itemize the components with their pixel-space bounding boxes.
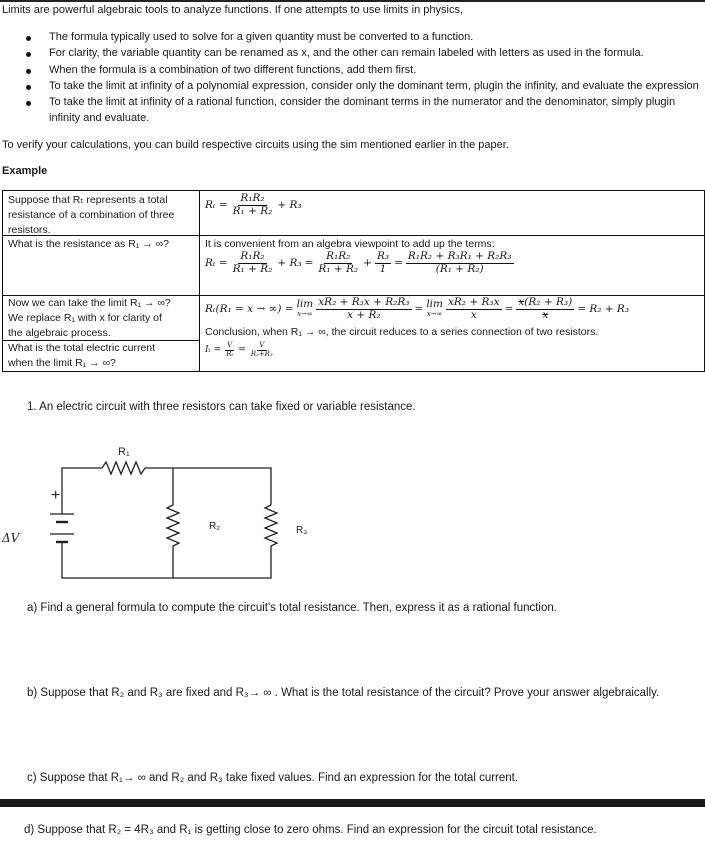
table-cell: It is convenient from an algebra viewpoint to add up the terms: [205,238,495,250]
bullet-item: For clarity, the variable quantity can be renamed as x, and the other can remain labeled with letters as used in the formula. [49,47,644,59]
question-1: 1. An electric circuit with three resistors can take fixed or variable resistance. [27,401,416,413]
wire [265,505,277,552]
question-a: a) Find a general formula to compute the circuit's total resistance. Then, express it as a rational function. [27,602,557,614]
bullet-dot [26,101,31,106]
bullet-dot [26,69,31,74]
table-border [2,191,3,371]
bullet-dot [26,52,31,57]
plus-sign: + [51,487,61,504]
r3-label: R₃ [296,525,308,536]
question-d: d) Suppose that R₂ = 4R₃ and R₁ is getting close to zero ohms. Find an expression for the circuit total resistance. [24,824,597,836]
intro-text: Limits are powerful algebraic tools to analyze functions. If one attempts to use limits in physics, [2,4,463,16]
bullet-item: When the formula is a combination of two different functions, add them first. [49,64,417,76]
formula-current: Iₜ = $\frac{V}{\text{Rₜ}}$ = $\frac{V}{\text{R₂+R₃}}$ [205,341,273,358]
table-cell: Now we can take the limit R₁ → ∞? We replace R₁ with x for clarity of the algebraic process. [8,297,171,339]
r2-label: R₂ [209,521,221,532]
example-heading: Example [2,165,48,177]
formula-rt: Rₜ = $\frac{\text{R₁R₂}}{\text{R₁ + R₂}}$ + R₃ [205,192,302,217]
circuit-diagram [0,430,340,590]
formula-limit: Rₜ(R₁ = x → ∞) = lim x→∞ $\frac{\text{xR₂ + R₃x + R₂R₃}}{\text{x + R₂}}$ = lim x→∞ $\frac{\text{xR₂ + R₃x}}{x}$ = $\frac{\text{x(R₂ + R₃)}}{x}$ = R₂ + R₃ [205,296,630,321]
table-divider [199,191,200,371]
table-cell: What is the resistance as R₁ → ∞? [8,238,170,250]
table-cell: Suppose that Rₜ represents a total resistance of a combination of three resistors. [8,194,175,236]
delta-v-label: ΔV [2,531,20,545]
example-table [2,190,705,372]
verify-text: To verify your calculations, you can build respective circuits using the sim mentioned earlier in the paper. [2,139,509,151]
bullet-dot [26,85,31,90]
formula-sum: Rₜ = $\frac{\text{R₁R₂}}{\text{R₁ + R₂}}$ + R₃ = $\frac{\text{R₁R₂}}{\text{R₁ + R₂}}$ + $\frac{\text{R₃}}{1}$ = $\frac{\text{R₁R₂ + R₃R₁ + R₂R₃}}{\text{(R₁ + R₂)}}$ [205,250,512,275]
bullet-item: The formula typically used to solve for a given quantity must be converted to a function. [49,31,474,43]
wire [167,468,179,578]
table-cell: What is the total electric current when the limit R₁ → ∞? [8,342,156,369]
wire [62,542,271,578]
wire [62,462,271,505]
bullet-item: To take the limit at infinity of a rational function, consider the dominant terms in the numerator and the denominator, simply plugin [49,96,676,108]
section-divider [0,799,705,807]
top-rule [0,0,705,2]
r1-label: R₁ [118,446,130,458]
bullet-dot [26,36,31,41]
conclusion-text: Conclusion, when R₁ → ∞, the circuit reduces to a series connection of two resistors. [205,326,599,338]
bullet-item-continuation: infinity and evaluate. [49,112,150,124]
question-c: c) Suppose that R₁→ ∞ and R₂ and R₃ take fixed values. Find an expression for the total current. [27,772,519,784]
question-b: b) Suppose that R₂ and R₃ are fixed and R₃→ ∞ . What is the total resistance of the circuit? Prove your answer algebraically. [27,687,660,699]
bullet-item: To take the limit at infinity of a polynomial expression, consider only the dominant term, plugin the infinity, and evaluate the expression [49,80,699,92]
